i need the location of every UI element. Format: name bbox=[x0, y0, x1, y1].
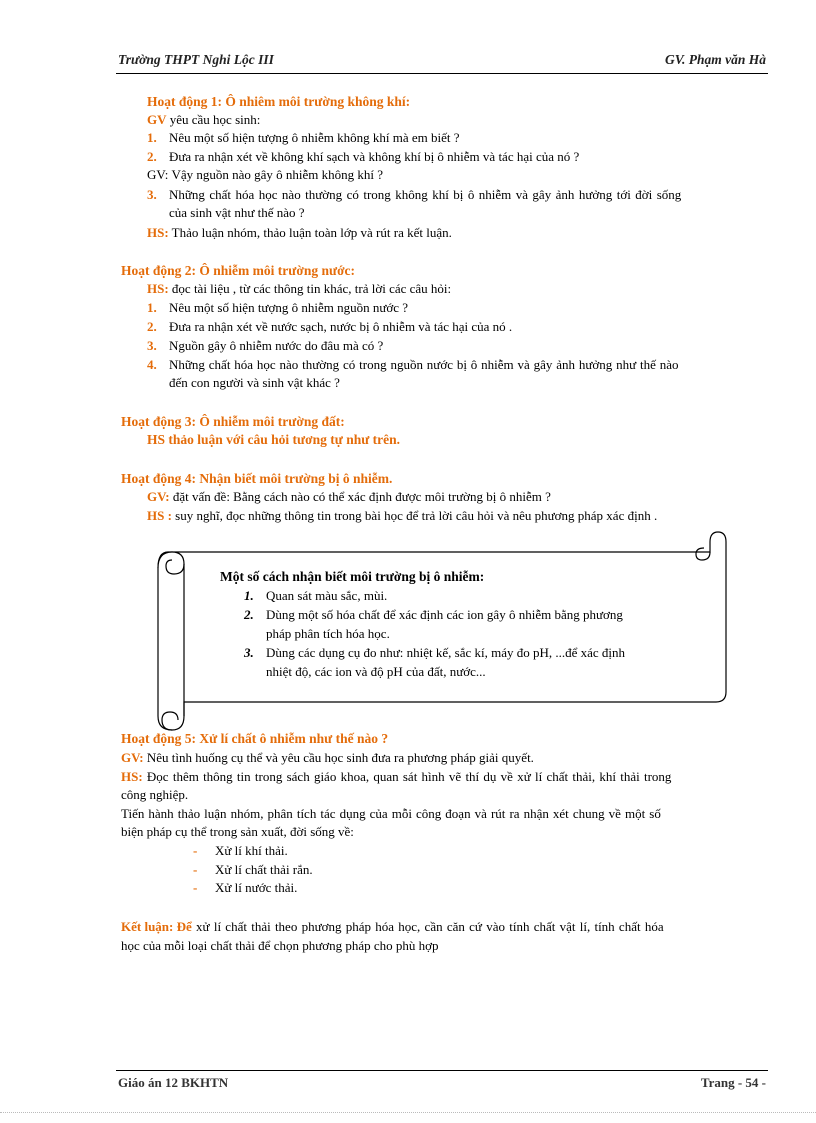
act5-gv-text: Nêu tình huống cụ thể và yêu cầu học sinh đưa ra phương pháp giải quyết. bbox=[143, 750, 534, 765]
act1-title: Hoạt động 1: Ô nhiêm môi trường không khí: bbox=[147, 94, 411, 109]
item-text: Đưa ra nhận xét về không khí sạch và không khí bị ô nhiễm và tác hại của nó ? bbox=[169, 149, 580, 164]
conclusion-text: xử lí chất thải theo phương pháp hóa học, cần căn cứ vào tính chất vật lí, tính chất hóa bbox=[191, 919, 664, 934]
act4-hs-line bbox=[147, 507, 657, 525]
hs-label: HS: bbox=[147, 281, 169, 296]
act1-hs-line bbox=[147, 224, 452, 242]
act1-item-3-cont: của sinh vật như thế nào ? bbox=[169, 205, 305, 220]
page-number: Trang - 54 - bbox=[700, 1075, 766, 1090]
act5-para-line-2: biện pháp cụ thể trong sản xuất, đời sống về: bbox=[121, 824, 354, 839]
act1-gv-text: yêu cầu học sinh: bbox=[166, 112, 261, 127]
box-item-2-cont: pháp phân tích hóa học. bbox=[266, 626, 390, 641]
bullet-mark: - bbox=[193, 880, 198, 895]
act4-gv-text: đặt vấn đề: Bằng cách nào có thể xác định được môi trường bị ô nhiễm ? bbox=[169, 489, 551, 504]
item-text: Nêu một số hiện tượng ô nhiễm không khí mà em biết ? bbox=[169, 130, 460, 145]
bullet-text: Xử lí khí thải. bbox=[215, 843, 288, 858]
item-number: 3. bbox=[147, 187, 157, 202]
act4-gv-line bbox=[147, 488, 551, 506]
item-number: 1. bbox=[244, 588, 254, 603]
header-school: Trường THPT Nghi Lộc III bbox=[118, 52, 274, 67]
item-text: Những chất hóa học nào thường có trong nguồn nước bị ô nhiễm và gây ảnh hưởng như thế nào bbox=[169, 357, 679, 372]
act1-gv2: GV: Vậy nguồn nào gây ô nhiễm không khí ? bbox=[147, 167, 384, 182]
act5-hs-text: Đọc thêm thông tin trong sách giáo khoa, quan sát hình vẽ thí dụ về xử lí chất thải, khí thải trong bbox=[142, 769, 672, 784]
item-text: Đưa ra nhận xét về nước sạch, nước bị ô nhiễm và tác hại của nó . bbox=[169, 319, 513, 334]
conclusion-line-2: học của mỗi loại chất thải để chọn phương pháp cho phù hợp bbox=[121, 938, 439, 953]
item-number: 1. bbox=[147, 300, 157, 315]
box-item-3-cont: nhiệt độ, các ion và độ pH của đất, nước... bbox=[266, 664, 486, 679]
act2-hs-line bbox=[147, 280, 451, 298]
footer-rule bbox=[116, 1070, 768, 1071]
act5-gv-line bbox=[121, 749, 534, 767]
bullet-mark: - bbox=[193, 843, 198, 858]
hs-label: HS : bbox=[147, 508, 172, 523]
bullet-text: Xử lí nước thải. bbox=[215, 880, 298, 895]
conclusion-line-1 bbox=[121, 918, 664, 936]
page-header bbox=[118, 52, 766, 72]
item-text: Nêu một số hiện tượng ô nhiễm nguồn nước ? bbox=[169, 300, 409, 315]
item-text: Quan sát màu sắc, mùi. bbox=[266, 588, 388, 603]
act3-text: HS thảo luận với câu hỏi tương tự như trên. bbox=[147, 432, 401, 447]
act2-hs-text: đọc tài liệu , từ các thông tin khác, trả lời các câu hỏi: bbox=[168, 281, 452, 296]
item-number: 2. bbox=[147, 319, 157, 334]
item-number: 3. bbox=[147, 338, 157, 353]
header-teacher: GV. Phạm văn Hà bbox=[664, 52, 766, 67]
act1-hs-text: Thảo luận nhóm, thảo luận toàn lớp và rút ra kết luận. bbox=[168, 225, 452, 240]
item-number: 2. bbox=[147, 149, 157, 164]
gv-label: GV bbox=[147, 112, 167, 127]
item-text: Dùng một số hóa chất để xác định các ion gây ô nhiễm bằng phương bbox=[266, 607, 623, 622]
act1-gv-line bbox=[147, 111, 260, 129]
act5-title: Hoạt động 5: Xử lí chất ô nhiễm như thế nào ? bbox=[121, 731, 389, 746]
bullet-mark: - bbox=[193, 862, 198, 877]
box-title: Một số cách nhận biết môi trường bị ô nhiễm: bbox=[220, 569, 485, 584]
scroll-box bbox=[148, 530, 730, 734]
act3-title: Hoạt động 3: Ô nhiễm môi trường đất: bbox=[121, 414, 345, 429]
item-number: 2. bbox=[244, 607, 254, 622]
item-text: Nguồn gây ô nhiễm nước do đâu mà có ? bbox=[169, 338, 384, 353]
act2-title: Hoạt động 2: Ô nhiễm môi trường nước: bbox=[121, 263, 356, 278]
conclusion-label: Kết luận: Để bbox=[121, 919, 192, 934]
act2-item-4-cont: đến con người và sinh vật khác ? bbox=[169, 375, 340, 390]
act5-hs-line bbox=[121, 768, 671, 786]
item-text: Những chất hóa học nào thường có trong không khí bị ô nhiễm và gây ảnh hưởng tới đời sống bbox=[169, 187, 682, 202]
hs-label: HS: bbox=[121, 769, 143, 784]
act4-title: Hoạt động 4: Nhận biết môi trường bị ô nhiễm. bbox=[121, 471, 393, 486]
bullet-text: Xử lí chất thải rắn. bbox=[215, 862, 313, 877]
footer-left: Giáo án 12 BKHTN bbox=[118, 1075, 229, 1090]
header-rule bbox=[116, 73, 768, 74]
gv-label: GV: bbox=[147, 489, 170, 504]
act5-hs-cont: công nghiệp. bbox=[121, 787, 189, 802]
gv-label: GV: bbox=[121, 750, 144, 765]
item-number: 3. bbox=[244, 645, 254, 660]
act5-para-line-1: Tiến hành thảo luận nhóm, phân tích tác dụng của mỗi công đoạn và rút ra nhận xét chung về một số bbox=[121, 806, 661, 821]
item-text: Dùng các dụng cụ đo như: nhiệt kế, sắc kí, máy đo pH, ...để xác định bbox=[266, 645, 626, 660]
page-edge bbox=[0, 1112, 816, 1113]
scroll-frame-icon bbox=[148, 530, 730, 734]
item-number: 1. bbox=[147, 130, 157, 145]
act4-hs-text: suy nghĩ, đọc những thông tin trong bài học để trả lời câu hỏi và nêu phương pháp xác định . bbox=[171, 508, 658, 523]
hs-label: HS: bbox=[147, 225, 169, 240]
item-number: 4. bbox=[147, 357, 157, 372]
